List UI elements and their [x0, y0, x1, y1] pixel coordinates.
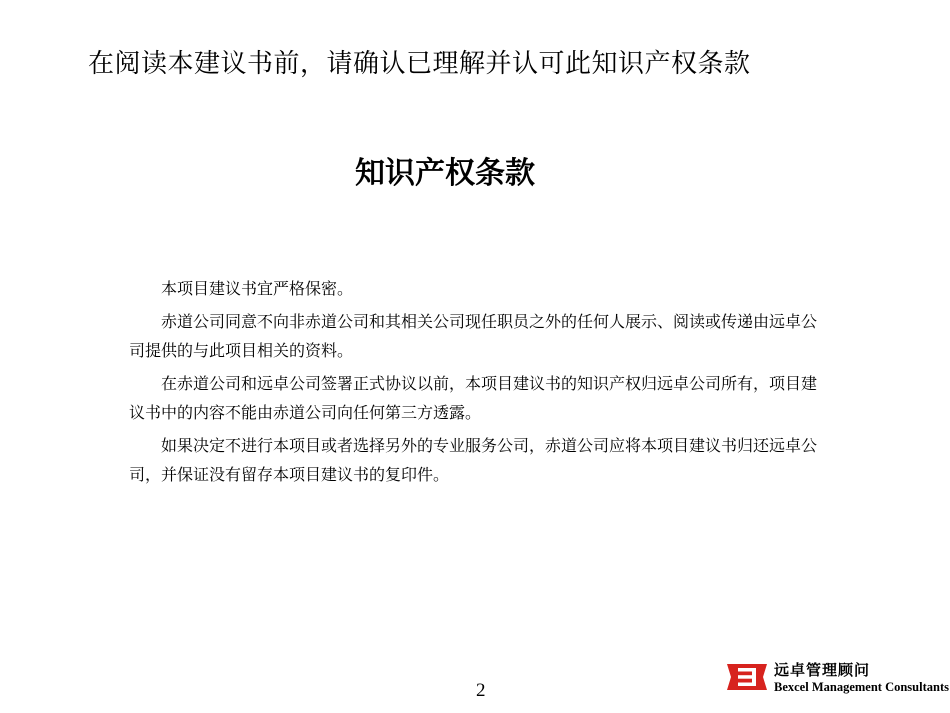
- page-number: 2: [476, 680, 486, 701]
- top-heading: 在阅读本建议书前，请确认已理解并认可此知识产权条款: [88, 49, 751, 79]
- paragraph-ip-ownership: 在赤道公司和远卓公司签署正式协议以前，本项目建议书的知识产权归远卓公司所有，项目建议书中的内容不能由赤道公司向任何第三方透露。: [129, 374, 818, 422]
- paragraph-disclosure: 赤道公司同意不向非赤道公司和其相关公司现任职员之外的任何人展示、阅读或传递由远卓公司提供的与此项目相关的资料。: [129, 312, 818, 360]
- brand-name-cn: 远卓管理顾问: [774, 661, 871, 679]
- bexcel-logo-icon: [724, 660, 770, 694]
- paragraph-return-copies: 如果决定不进行本项目或者选择另外的专业服务公司，赤道公司应将本项目建议书归还远卓公司，并保证没有留存本项目建议书的复印件。: [129, 436, 818, 484]
- paragraph-confidentiality: 本项目建议书宜严格保密。: [161, 279, 354, 298]
- brand-logo: [724, 658, 949, 698]
- brand-name-en: Bexcel Management Consultants: [774, 680, 949, 694]
- section-title: 知识产权条款: [355, 156, 535, 191]
- body-text: [129, 274, 829, 493]
